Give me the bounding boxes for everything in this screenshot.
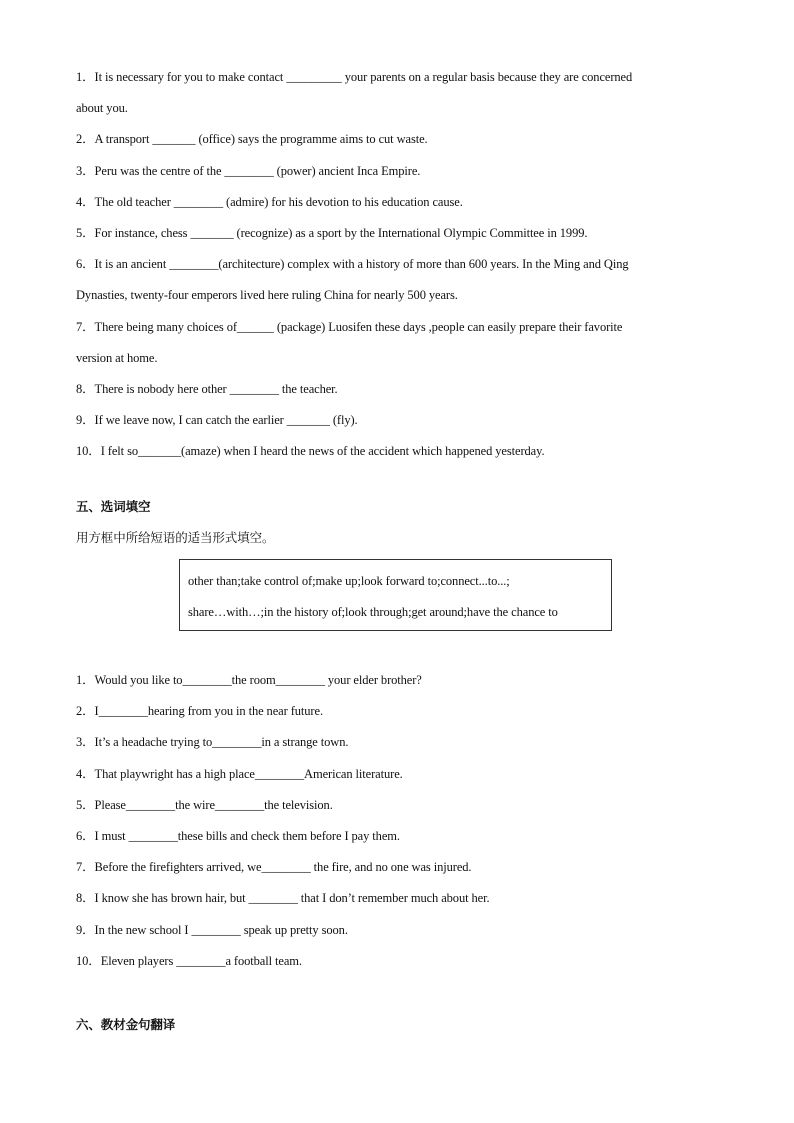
exercise-line: version at home. bbox=[76, 350, 158, 365]
exercise-line: 6．I must ________these bills and check them before I pay them. bbox=[76, 828, 400, 843]
phrase-box-line: share…with…;in the history of;look through;get around;have the chance to bbox=[188, 605, 558, 619]
exercise-line: 5．For instance, chess _______ (recognize) as a sport by the International Olympic Committee in 1999. bbox=[76, 225, 588, 240]
section-6-header bbox=[76, 1009, 175, 1040]
section-5-header bbox=[76, 491, 274, 553]
exercise-line: 3．Peru was the centre of the ________ (power) ancient Inca Empire. bbox=[76, 163, 421, 178]
exercise-line: 8．There is nobody here other ________ the teacher. bbox=[76, 381, 338, 396]
exercise-line: 6．It is an ancient ________(architecture) complex with a history of more than 600 years. In the Ming and Qing bbox=[76, 257, 629, 272]
exercise-line: 1．It is necessary for you to make contact _________ your parents on a regular basis because they are concerned bbox=[76, 70, 633, 84]
exercise-line: 5．Please________the wire________the television. bbox=[76, 797, 333, 812]
section-instruction: 用方框中所给短语的适当形式填空。 bbox=[76, 530, 275, 546]
exercise-line: 4．The old teacher ________ (admire) for his devotion to his education cause. bbox=[76, 194, 463, 209]
exercise-line: 2．I________hearing from you in the near future. bbox=[76, 704, 323, 719]
exercise-line: Dynasties, twenty-four emperors lived here ruling China for nearly 500 years. bbox=[76, 288, 458, 303]
exercise-line: 1．Would you like to________the room________ your elder brother? bbox=[76, 673, 422, 687]
exercise-line: 10．I felt so_______(amaze) when I heard the news of the accident which happened yesterday. bbox=[76, 444, 545, 459]
phrase-box bbox=[179, 559, 612, 631]
exercise-line: 7．Before the firefighters arrived, we________ the fire, and no one was injured. bbox=[76, 860, 472, 875]
exercise-line: 7．There being many choices of______ (package) Luosifen these days ,people can easily prepare their favorite bbox=[76, 319, 623, 334]
phrase-box-line: other than;take control of;make up;look forward to;connect...to...; bbox=[188, 574, 510, 588]
exercise-line: about you. bbox=[76, 101, 128, 116]
exercise-line: 4．That playwright has a high place________American literature. bbox=[76, 766, 403, 781]
exercise-line: 3．It’s a headache trying to________in a strange town. bbox=[76, 735, 349, 750]
exercise-line: 2．A transport _______ (office) says the programme aims to cut waste. bbox=[76, 132, 428, 147]
section-heading: 五、选词填空 bbox=[76, 499, 151, 514]
exercise-line: 10．Eleven players ________a football team. bbox=[76, 953, 302, 968]
exercise-line: 8．I know she has brown hair, but ________ that I don’t remember much about her. bbox=[76, 891, 490, 906]
section-5-exercise bbox=[76, 665, 490, 977]
section-heading: 六、教材金句翻译 bbox=[76, 1017, 176, 1032]
section-4-exercise bbox=[76, 62, 632, 467]
exercise-line: 9．If we leave now, I can catch the earlier _______ (fly). bbox=[76, 413, 358, 428]
exercise-line: 9．In the new school I ________ speak up pretty soon. bbox=[76, 922, 348, 937]
